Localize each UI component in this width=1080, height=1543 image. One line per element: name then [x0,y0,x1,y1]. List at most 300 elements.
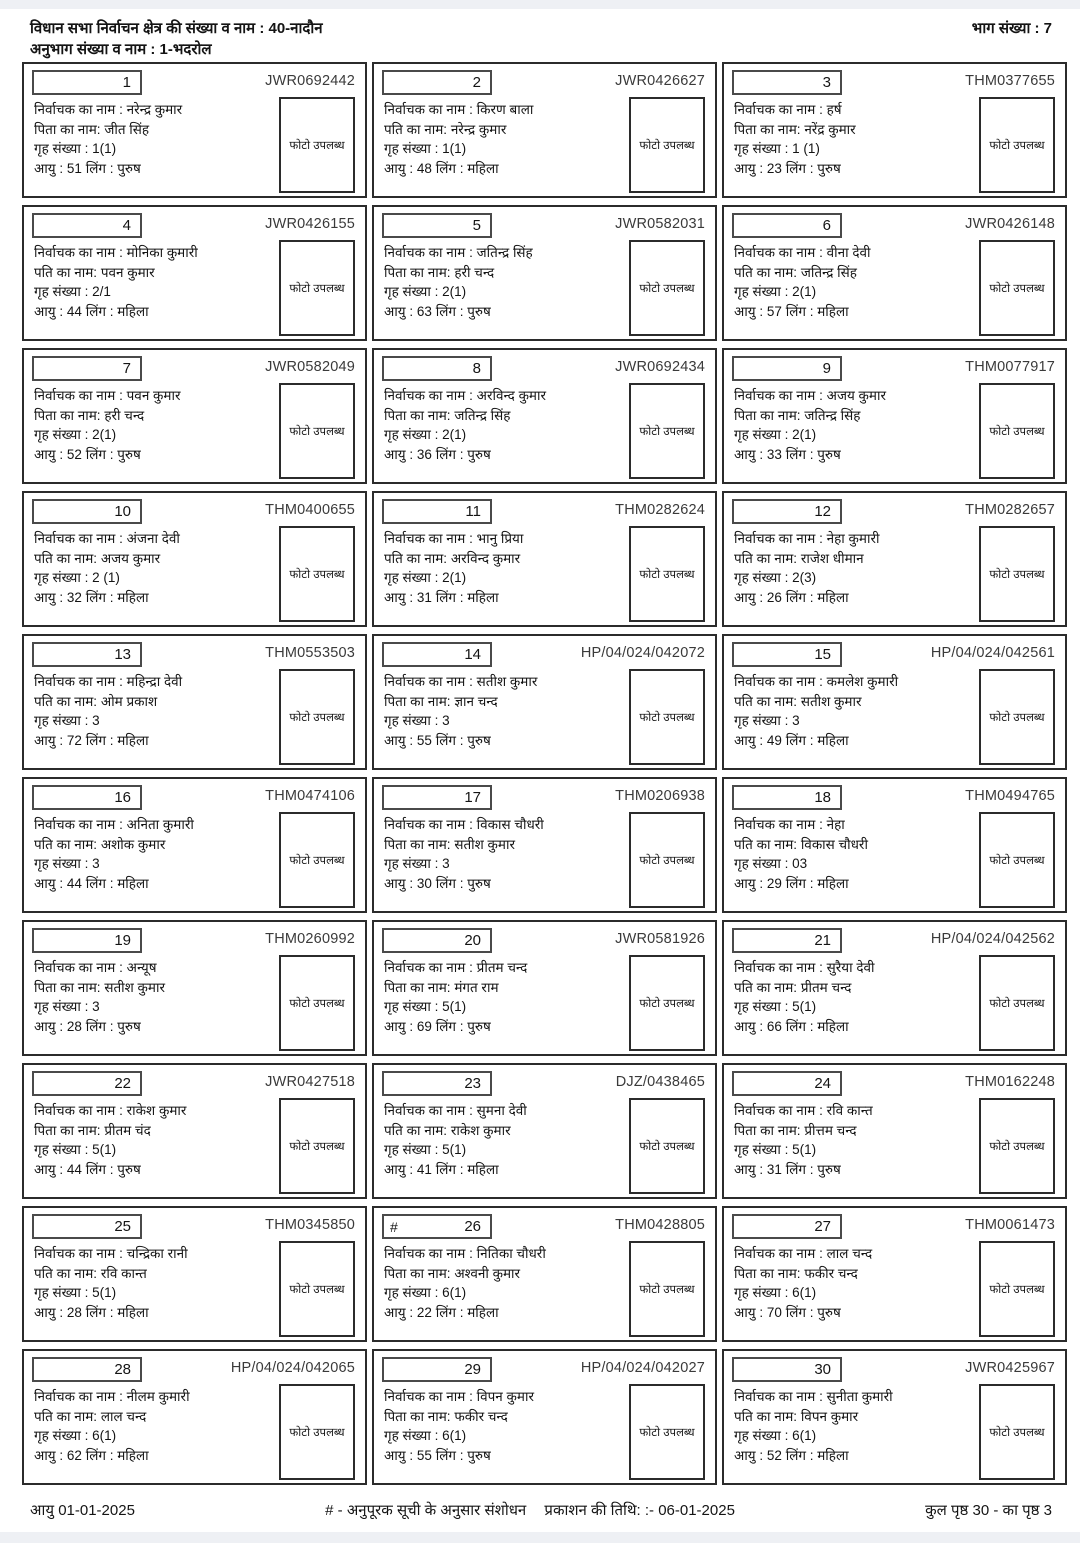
epic-number: JWR0582031 [615,216,705,232]
relation-name-value: हरी चन्द [454,264,495,280]
relation-name-value: सतीश कुमार [454,836,516,852]
age-gender [384,874,619,894]
age-label: आयु : [384,732,414,748]
voter-card [22,205,367,341]
photo-available-label: फोटो उपलब्ध [989,997,1045,1010]
elector-name-label: निर्वाचक का नाम : [34,1246,123,1261]
house-number-label: गृह संख्या : [34,1285,89,1300]
photo-placeholder [279,955,355,1051]
voter-card [722,777,1067,913]
elector-name [734,100,969,120]
age-value: 72 [66,732,82,748]
relation-name-value: अश्वनी कुमार [454,1265,521,1281]
house-number [734,854,969,874]
house-number-label: गृह संख्या : [734,1142,789,1157]
house-number-label: गृह संख्या : [734,999,789,1014]
elector-name-value: राकेश कुमार [126,1103,187,1118]
voter-card [722,491,1067,627]
house-number-value: 6(1) [442,1428,467,1443]
voter-details [34,1101,269,1179]
house-number-value: 3 [792,713,800,728]
house-number-value: 1 (1) [792,141,820,156]
relation-name [384,406,619,426]
relation-name [34,835,269,855]
section-title: अनुभाग संख्या व नाम : 1-भदरोल [30,41,212,58]
gender-value: पुरुष [117,160,141,176]
age-label: आयु : [34,1304,64,1320]
house-number [734,711,969,731]
house-number [384,997,619,1017]
epic-number: THM0428805 [615,1217,705,1233]
age-label: आयु : [734,1447,764,1463]
epic-number: DJZ/0438465 [615,1074,705,1090]
gender-value: पुरुष [817,446,841,462]
house-number [734,1283,969,1303]
photo-placeholder [979,1384,1055,1480]
house-number-value: 1(1) [442,141,467,156]
relation-name-label: पति का नाम: [734,836,798,852]
photo-available-label: फोटो उपलब्ध [989,282,1045,295]
gender-label: लिंग : [435,875,464,891]
voter-details [384,1101,619,1179]
age-label: आयु : [734,303,764,319]
house-number [34,1140,269,1160]
serial-number-box [732,213,842,238]
house-number-value: 5(1) [792,999,817,1014]
elector-name [34,958,269,978]
photo-placeholder [629,1098,705,1194]
footer-supplement-note: # - अनुपूरक सूची के अनुसार संशोधन [325,1502,527,1519]
elector-name-value: जतिन्द्र सिंह [476,245,533,260]
elector-name [34,243,269,263]
relation-name-label: पिता का नाम: [734,1265,801,1281]
relation-name-value: राकेश कुमार [450,1122,511,1138]
age-value: 33 [766,446,782,462]
relation-name-value: जतिन्द्र सिंह [800,264,857,280]
relation-name-label: पति का नाम: [384,1122,448,1138]
elector-name [384,243,619,263]
age-gender [734,159,969,179]
relation-name-value: अरविन्द कुमार [450,550,521,566]
elector-name-label: निर्वाचक का नाम : [34,817,123,832]
gender-label: लिंग : [435,1447,464,1463]
gender-value: पुरुष [117,446,141,462]
age-label: आयु : [384,875,414,891]
elector-name [34,100,269,120]
relation-name-value: राजेश धीमान [800,550,864,566]
age-value: 52 [66,446,82,462]
elector-name-label: निर्वाचक का नाम : [34,960,123,975]
footer-age-reference-date: आयु 01-01-2025 [30,1502,135,1519]
elector-name-value: भानु प्रिया [476,531,524,546]
voter-card [722,205,1067,341]
house-number-label: गृह संख्या : [384,141,439,156]
gender-label: लिंग : [85,1161,114,1177]
relation-name-label: पिता का नाम: [734,1122,801,1138]
house-number-value: 3 [92,999,100,1014]
age-label: आयु : [384,1304,414,1320]
house-number [734,1426,969,1446]
house-number-value: 6(1) [92,1428,117,1443]
age-label: आयु : [34,160,64,176]
age-label: आयु : [734,1161,764,1177]
gender-label: लिंग : [785,1018,814,1034]
serial-number: 17 [464,789,481,806]
serial-number: 30 [814,1361,831,1378]
photo-available-label: फोटो उपलब्ध [289,425,345,438]
serial-number-box [732,1214,842,1239]
elector-name-label: निर्वाचक का नाम : [34,388,123,403]
relation-name-label: पिता का नाम: [34,121,101,137]
serial-number: 9 [822,360,831,377]
elector-name-value: किरण बाला [476,102,534,117]
gender-label: लिंग : [435,160,464,176]
epic-number: JWR0426155 [265,216,355,232]
elector-name [384,1244,619,1264]
gender-value: पुरुष [817,1304,841,1320]
epic-number: THM0282657 [965,502,1055,518]
gender-value: महिला [117,589,149,605]
relation-name-value: अजय कुमार [100,550,161,566]
voter-card [22,634,367,770]
gender-label: लिंग : [85,732,114,748]
relation-name [384,1121,619,1141]
elector-name [734,1101,969,1121]
age-label: आयु : [34,732,64,748]
gender-value: महिला [467,1161,499,1177]
house-number [384,1140,619,1160]
serial-number-box [732,642,842,667]
age-gender [734,588,969,608]
age-gender [34,445,269,465]
relation-name-label: पिता का नाम: [734,121,801,137]
gender-value: महिला [467,1304,499,1320]
house-number [384,854,619,874]
serial-number-box [732,499,842,524]
photo-available-label: फोटो उपलब्ध [639,139,695,152]
relation-name-value: विपन कुमार [800,1408,859,1424]
age-value: 28 [66,1304,82,1320]
elector-name [734,243,969,263]
voter-details [734,100,969,178]
house-number-value: 6(1) [442,1285,467,1300]
elector-name-label: निर्वाचक का नाम : [384,102,473,117]
relation-name-label: पिता का नाम: [384,979,451,995]
house-number [34,568,269,588]
age-gender [384,731,619,751]
elector-name-label: निर्वाचक का नाम : [734,960,823,975]
voter-details [734,243,969,321]
house-number-label: गृह संख्या : [384,284,439,299]
house-number-label: गृह संख्या : [734,1285,789,1300]
age-value: 31 [766,1161,782,1177]
photo-available-label: फोटो उपलब्ध [989,425,1045,438]
house-number-value: 2(1) [792,284,817,299]
serial-number: 27 [814,1218,831,1235]
elector-name-label: निर्वाचक का नाम : [384,674,473,689]
relation-name-label: पति का नाम: [734,693,798,709]
photo-placeholder [629,240,705,336]
voter-details [34,100,269,178]
epic-number: THM0206938 [615,788,705,804]
elector-name-value: सतीश कुमार [476,674,538,689]
elector-name [734,672,969,692]
voter-details [34,1244,269,1322]
relation-name [34,120,269,140]
age-value: 44 [66,303,82,319]
relation-name [384,549,619,569]
serial-number-box [382,1357,492,1382]
elector-name [34,1244,269,1264]
epic-number: THM0345850 [265,1217,355,1233]
relation-name-value: प्रीत्तम चन्द [804,1122,857,1138]
elector-name-label: निर्वाचक का नाम : [734,245,823,260]
house-number [34,997,269,1017]
age-value: 28 [66,1018,82,1034]
serial-number: 23 [464,1075,481,1092]
age-gender [734,1017,969,1037]
house-number-label: गृह संख्या : [34,999,89,1014]
voter-card [22,1206,367,1342]
serial-number: 20 [464,932,481,949]
voter-card [22,348,367,484]
epic-number: JWR0426627 [615,73,705,89]
age-gender [384,1446,619,1466]
elector-name-value: वीना देवी [826,245,871,260]
voter-card [722,1206,1067,1342]
elector-name [384,529,619,549]
serial-number: 25 [114,1218,131,1235]
voter-details [734,1387,969,1465]
gender-value: पुरुष [467,303,491,319]
age-value: 26 [766,589,782,605]
relation-name [734,406,969,426]
relation-name-label: पिता का नाम: [34,1122,101,1138]
epic-number: THM0282624 [615,502,705,518]
serial-number: 6 [822,217,831,234]
age-value: 51 [66,160,82,176]
gender-label: लिंग : [85,1304,114,1320]
elector-name-label: निर्वाचक का नाम : [734,674,823,689]
house-number-value: 1(1) [92,141,117,156]
elector-name-label: निर्वाचक का नाम : [384,245,473,260]
voter-card [722,348,1067,484]
voter-details [734,1101,969,1179]
elector-name-label: निर्वाचक का नाम : [384,817,473,832]
voter-details [384,1387,619,1465]
serial-number: 11 [465,503,481,520]
photo-placeholder [279,669,355,765]
age-label: आयु : [734,446,764,462]
relation-name [734,978,969,998]
relation-name-value: जीत सिंह [104,121,150,137]
photo-placeholder [979,526,1055,622]
voter-details [34,1387,269,1465]
gender-label: लिंग : [435,732,464,748]
relation-name [34,978,269,998]
photo-available-label: फोटो उपलब्ध [639,425,695,438]
elector-name-label: निर्वाचक का नाम : [34,1103,123,1118]
photo-available-label: फोटो उपलब्ध [289,997,345,1010]
relation-name-label: पति का नाम: [734,550,798,566]
voter-details [734,958,969,1036]
voter-card [372,777,717,913]
voter-card [372,205,717,341]
age-gender [34,159,269,179]
elector-name-value: रवि कान्त [826,1103,873,1118]
photo-placeholder [979,97,1055,193]
relation-name-value: फकीर चन्द [454,1408,508,1424]
gender-label: लिंग : [785,1161,814,1177]
serial-number-box [32,1071,142,1096]
photo-placeholder [279,97,355,193]
voter-details [384,672,619,750]
house-number-value: 2(1) [442,284,467,299]
serial-number-box [32,356,142,381]
photo-placeholder [279,1384,355,1480]
photo-placeholder [979,383,1055,479]
house-number-label: गृह संख्या : [34,284,89,299]
photo-available-label: फोटो उपलब्ध [989,1283,1045,1296]
serial-number: 12 [814,503,831,520]
serial-number-box [732,356,842,381]
gender-label: लिंग : [85,1447,114,1463]
age-gender [34,1303,269,1323]
photo-placeholder [979,1241,1055,1337]
footer-center [135,1500,925,1520]
elector-name-label: निर्वाचक का नाम : [34,531,123,546]
epic-number: JWR0582049 [265,359,355,375]
elector-name [34,386,269,406]
relation-name-label: पिता का नाम: [384,407,451,423]
voter-details [34,529,269,607]
elector-name-label: निर्वाचक का नाम : [734,1246,823,1261]
house-number-label: गृह संख्या : [34,856,89,871]
serial-number: 4 [122,217,131,234]
photo-placeholder [979,1098,1055,1194]
house-number [384,568,619,588]
gender-label: लिंग : [435,1161,464,1177]
house-number [34,1426,269,1446]
relation-name-label: पति का नाम: [734,979,798,995]
voter-details [384,100,619,178]
gender-value: महिला [817,875,849,891]
voter-details [34,386,269,464]
gender-value: पुरुष [467,446,491,462]
page-header [30,18,1052,60]
photo-available-label: फोटो उपलब्ध [639,711,695,724]
relation-name [734,1264,969,1284]
photo-available-label: फोटो उपलब्ध [989,139,1045,152]
voter-card [22,1063,367,1199]
relation-name-label: पिता का नाम: [384,264,451,280]
age-value: 48 [416,160,432,176]
house-number-value: 3 [92,856,100,871]
serial-number: 24 [814,1075,831,1092]
serial-number: 13 [114,646,131,663]
gender-label: लिंग : [785,446,814,462]
gender-label: लिंग : [85,303,114,319]
house-number-label: गृह संख्या : [734,713,789,728]
age-label: आयु : [34,589,64,605]
age-value: 52 [766,1447,782,1463]
relation-name-label: पति का नाम: [34,1408,98,1424]
house-number-value: 5(1) [442,1142,467,1157]
gender-label: लिंग : [435,1018,464,1034]
house-number-value: 2(1) [92,427,117,442]
age-gender [34,302,269,322]
voter-card [372,348,717,484]
voter-card [22,1349,367,1485]
photo-placeholder [979,955,1055,1051]
house-number [384,711,619,731]
voter-details [34,243,269,321]
bottom-strip [0,1532,1080,1543]
relation-name-label: पति का नाम: [34,264,98,280]
photo-available-label: फोटो उपलब्ध [289,1283,345,1296]
photo-available-label: फोटो उपलब्ध [639,568,695,581]
age-gender [34,1017,269,1037]
epic-number: THM0474106 [265,788,355,804]
elector-name [734,958,969,978]
epic-number: HP/04/024/042027 [580,1360,705,1376]
voter-details [34,672,269,750]
epic-number: THM0162248 [965,1074,1055,1090]
house-number-label: गृह संख्या : [384,427,439,442]
house-number-value: 2(3) [792,570,817,585]
serial-number-box [382,928,492,953]
voter-details [384,243,619,321]
serial-number: 29 [464,1361,481,1378]
relation-name [734,1121,969,1141]
house-number-label: गृह संख्या : [734,427,789,442]
epic-number: HP/04/024/042072 [580,645,705,661]
house-number-label: गृह संख्या : [384,856,439,871]
gender-label: लिंग : [785,875,814,891]
photo-available-label: फोटो उपलब्ध [639,282,695,295]
elector-name [734,815,969,835]
elector-name-value: पवन कुमार [126,388,181,403]
age-label: आयु : [384,1018,414,1034]
serial-number-box [32,213,142,238]
house-number-value: 6(1) [792,1428,817,1443]
gender-label: लिंग : [85,1018,114,1034]
age-label: आयु : [384,160,414,176]
age-label: आयु : [734,732,764,748]
elector-name-label: निर्वाचक का नाम : [734,817,823,832]
elector-name [384,386,619,406]
house-number-value: 3 [442,713,450,728]
relation-name-label: पति का नाम: [34,1265,98,1281]
relation-name-label: पिता का नाम: [384,693,451,709]
voter-details [734,386,969,464]
elector-name-label: निर्वाचक का नाम : [384,531,473,546]
relation-name [384,978,619,998]
house-number [734,568,969,588]
voter-card [372,491,717,627]
age-value: 57 [766,303,782,319]
footer-page-count: कुल पृष्ठ 30 - का पृष्ठ 3 [925,1502,1052,1519]
age-value: 30 [416,875,432,891]
serial-number-box [732,928,842,953]
serial-number-box [382,499,492,524]
serial-number-box [732,1071,842,1096]
epic-number: HP/04/024/042562 [930,931,1055,947]
elector-name [34,529,269,549]
gender-label: लिंग : [785,303,814,319]
photo-available-label: फोटो उपलब्ध [989,1426,1045,1439]
age-value: 70 [766,1304,782,1320]
